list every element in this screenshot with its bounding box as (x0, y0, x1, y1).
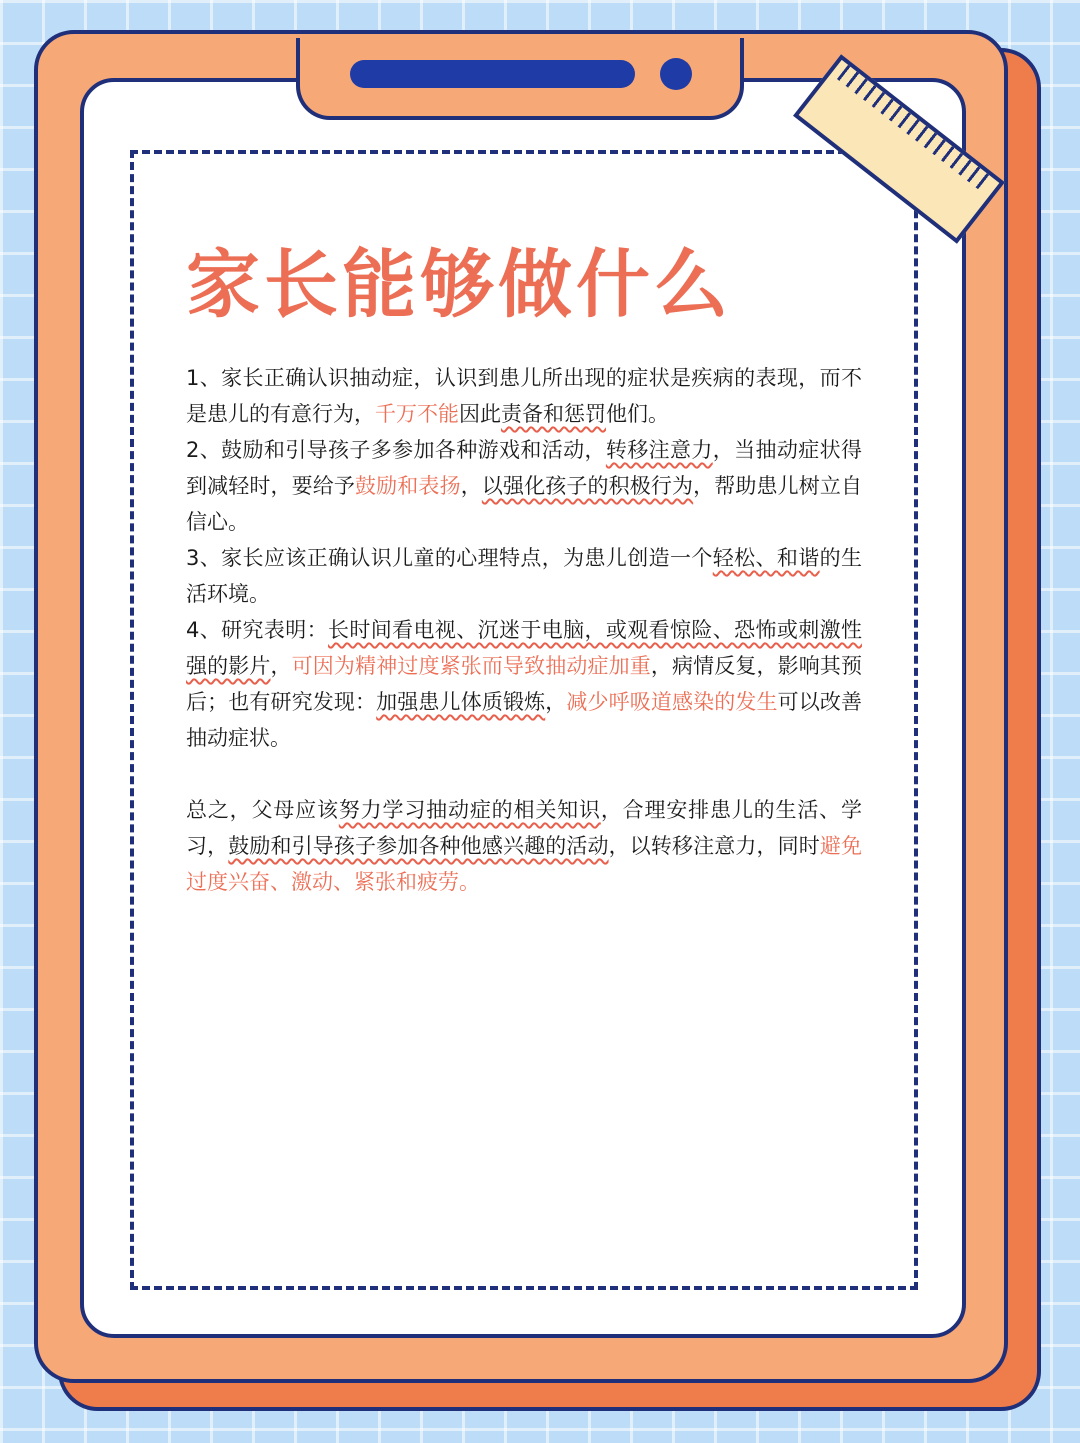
text-span: 可以改善抽动症状。 (186, 690, 863, 750)
clip-bar-icon (350, 60, 635, 88)
underlined-text: 以强化孩子的积极行为 (481, 474, 694, 498)
highlight-text: 可因为精神过度紧张而导致抽动症加重 (291, 654, 651, 678)
text-span: 他们。 (606, 402, 669, 426)
highlight-text: 鼓励和表扬 (355, 474, 461, 498)
article-body (186, 360, 862, 900)
text-span: ， (460, 474, 482, 498)
text-span: 4、研究表明： (186, 618, 328, 642)
text-span: 的生活环境。 (186, 546, 863, 606)
text-span: ，当抽动症状得到减轻时，要给予 (186, 438, 863, 498)
text-span: ， (545, 690, 567, 714)
underlined-text: 转移注意力 (605, 438, 713, 462)
highlight-text: 千万不能 (375, 402, 459, 426)
paragraph-4 (186, 612, 862, 756)
underlined-text: 努力学习抽动症的相关知识 (338, 798, 601, 822)
underlined-text: 轻松、和谐 (712, 546, 820, 570)
highlight-text: 避免过度兴奋、激动、紧张和疲劳。 (186, 834, 863, 894)
paragraph-2 (186, 432, 862, 540)
underlined-text: 责备和惩罚 (501, 402, 606, 426)
text-span: 总之，父母应该 (186, 798, 339, 822)
underlined-text: 长时间看电视、沉迷于电脑，或观看惊险、恐怖或刺激性强的影片 (186, 618, 862, 678)
paragraph-1 (186, 360, 862, 432)
text-span: ，病情反复，影响其预后；也有研究发现： (186, 654, 863, 714)
paragraph-3 (186, 540, 862, 612)
page-title: 家长能够做什么 (186, 242, 732, 328)
text-span: 因此 (459, 402, 501, 426)
highlight-text: 减少呼吸道感染的发生 (566, 690, 778, 714)
text-span: 2、鼓励和引导孩子多参加各种游戏和活动， (186, 438, 606, 462)
underlined-text: 鼓励和引导孩子参加各种他感兴趣的活动 (228, 834, 609, 858)
text-span: ，合理安排患儿的生活、学习， (186, 798, 863, 858)
text-span: 1、家长正确认识抽动症，认识到患儿所出现的症状是疾病的表现，而不是患儿的有意行为， (186, 366, 862, 426)
underlined-text: 加强患儿体质锻炼 (376, 690, 546, 714)
clip-dot-icon (660, 58, 692, 90)
text-span: ， (270, 654, 292, 678)
text-span: 3、家长应该正确认识儿童的心理特点，为患儿创造一个 (186, 546, 713, 570)
text-span: ，帮助患儿树立自信心。 (186, 474, 863, 534)
text-span: ，以转移注意力，同时 (608, 834, 820, 858)
summary-paragraph (186, 792, 862, 900)
